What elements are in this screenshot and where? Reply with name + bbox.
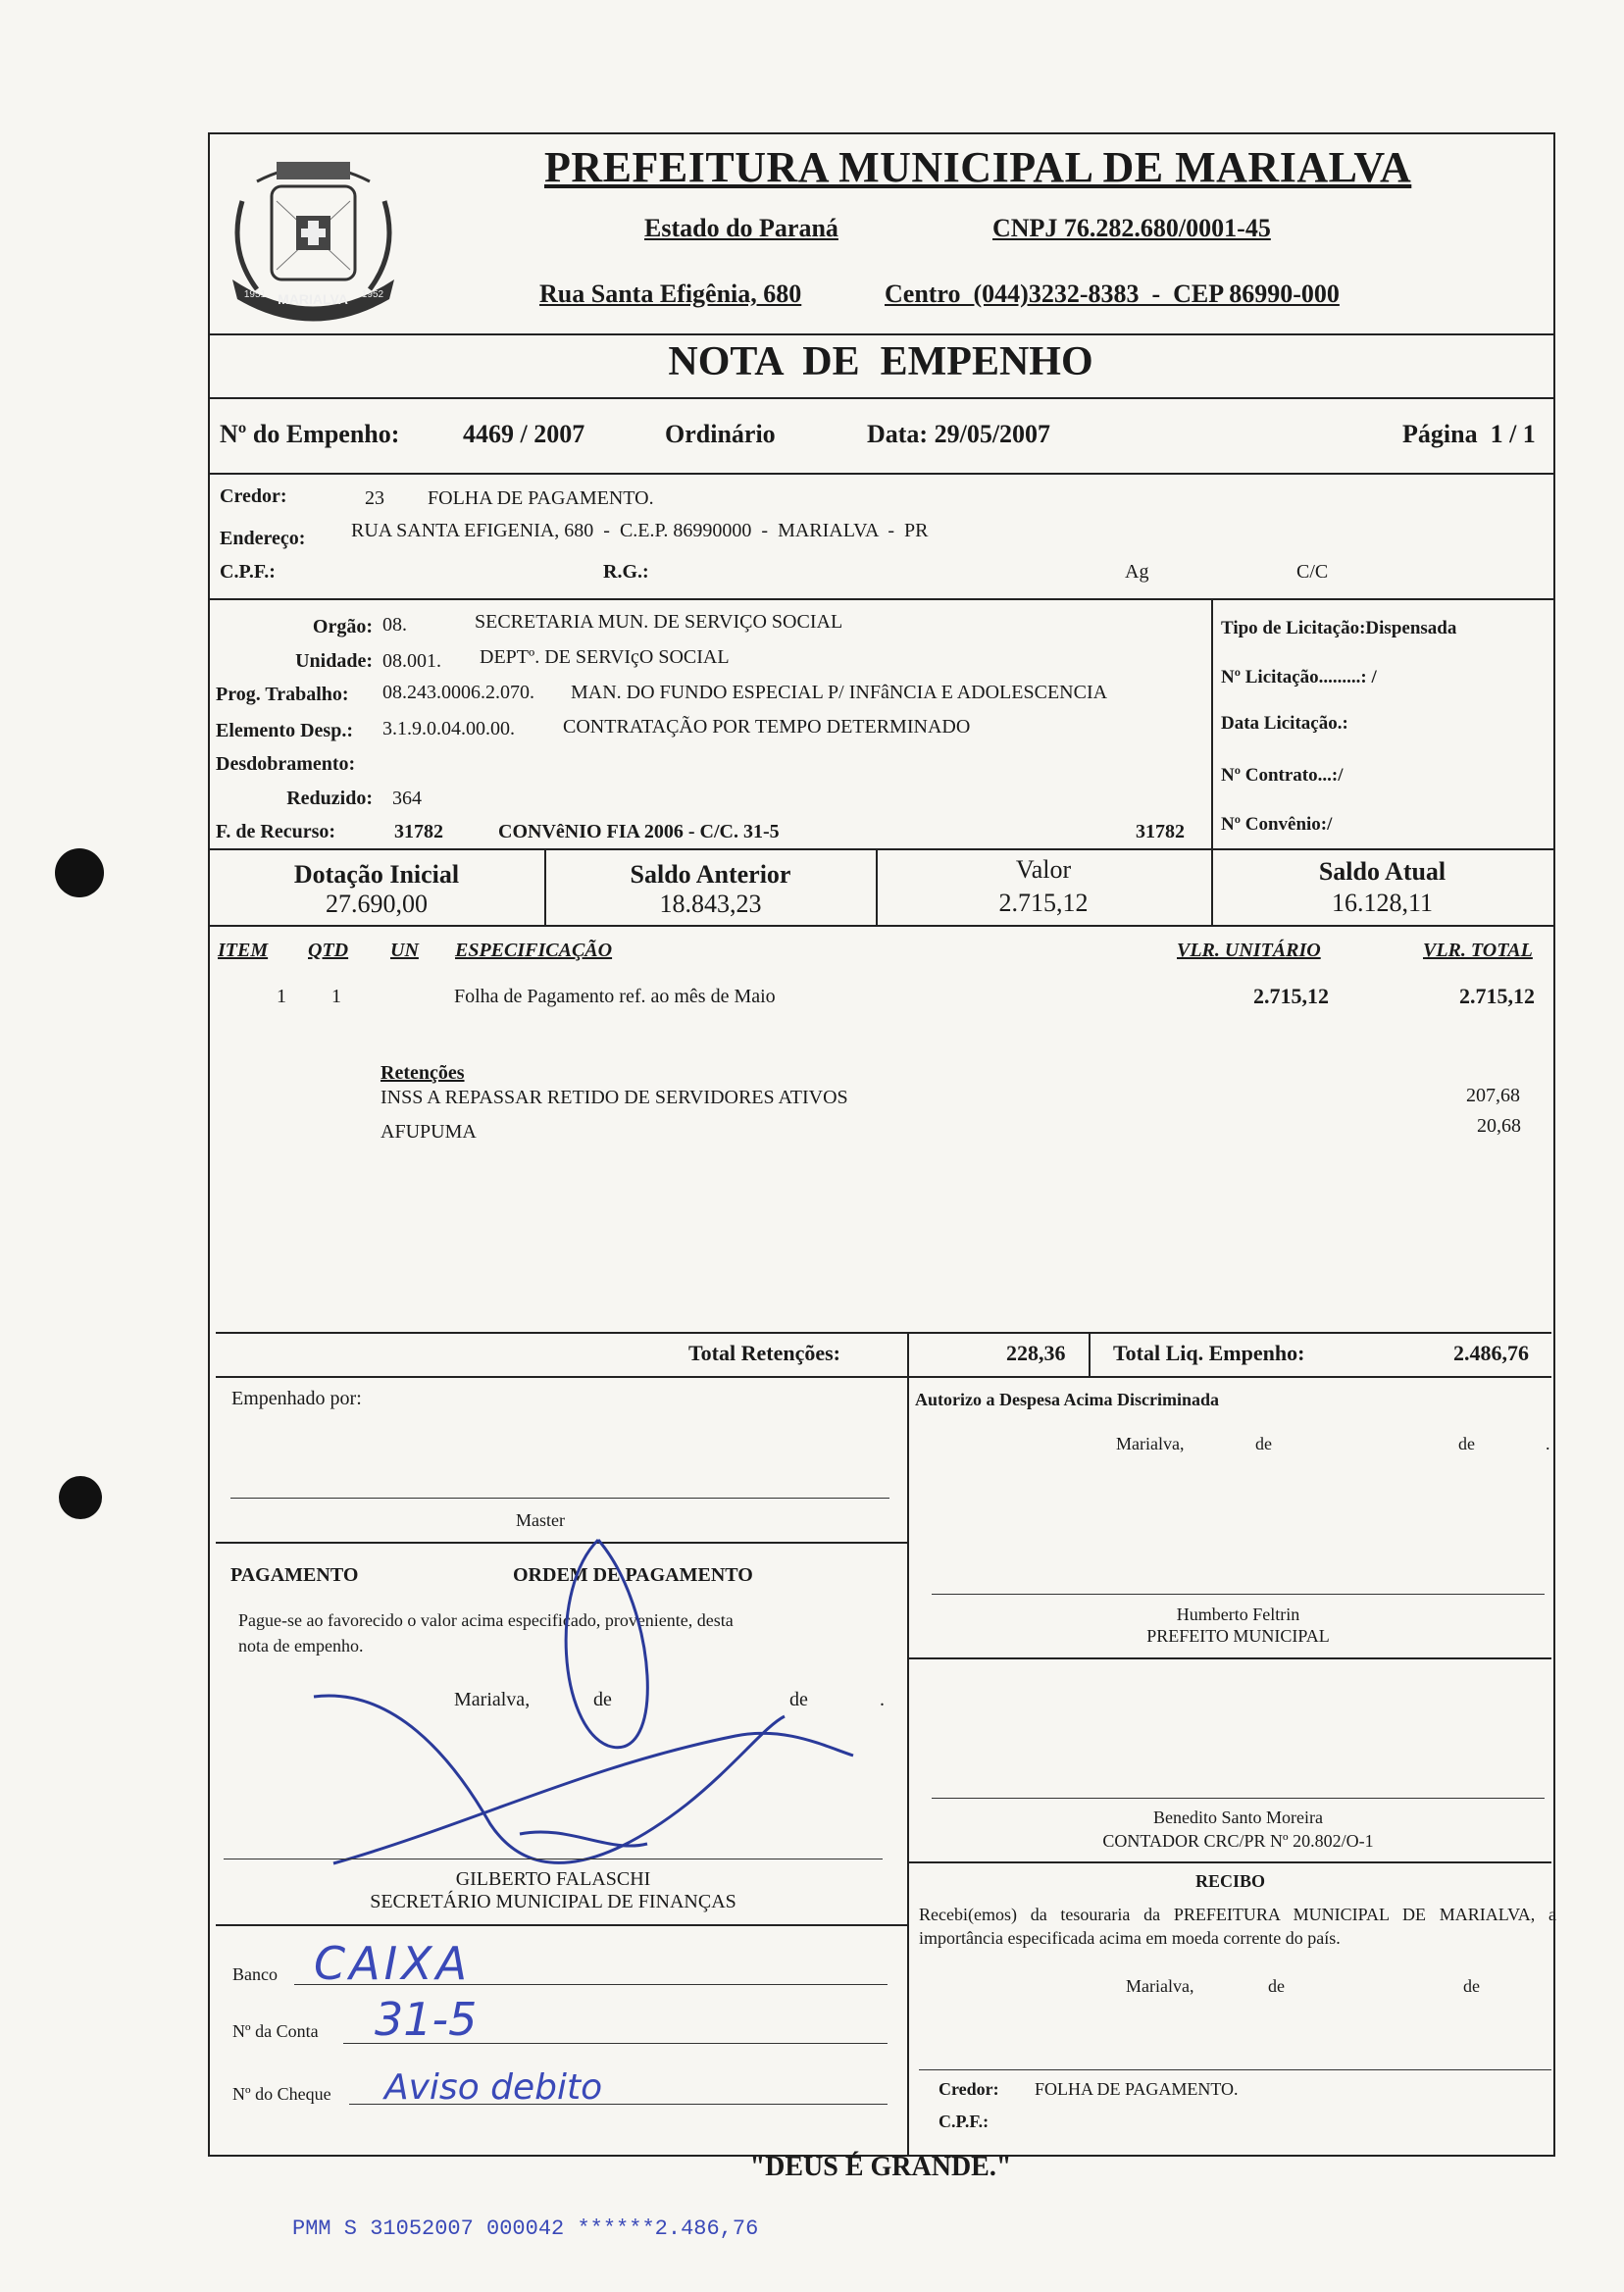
crest-name: MARIALVA bbox=[278, 291, 348, 307]
orgao-code: 08. bbox=[382, 614, 407, 636]
unidade-label: Unidade: bbox=[295, 650, 373, 672]
prefeito-name: Humberto Feltrin bbox=[1176, 1604, 1300, 1624]
divider bbox=[216, 1376, 1551, 1378]
address: Rua Santa Efigênia, 680 bbox=[539, 280, 802, 308]
page-number: Página 1 / 1 bbox=[1402, 420, 1536, 448]
punch-hole bbox=[59, 1476, 102, 1519]
cheque-value: Aviso debito bbox=[384, 2067, 603, 2108]
col-qtd: QTD bbox=[308, 940, 349, 961]
pague-text: Pague-se ao favorecido o valor acima especificado, proveniente, desta bbox=[238, 1610, 734, 1630]
ordem-de-1: de bbox=[593, 1689, 612, 1710]
ordem-de-2: de bbox=[789, 1689, 808, 1710]
banco-label: Banco bbox=[232, 1964, 278, 1984]
divider bbox=[208, 397, 1553, 399]
valor-label: Valor bbox=[1015, 855, 1072, 884]
table-row-qtd: 1 bbox=[331, 986, 341, 1007]
retencao-value: 207,68 bbox=[1466, 1085, 1520, 1106]
saldo-anterior-value: 18.843,23 bbox=[659, 890, 762, 918]
pague-text-2: nota de empenho. bbox=[238, 1636, 364, 1655]
doc-title: NOTA DE EMPENHO bbox=[668, 339, 1093, 384]
payment-stamp: PMM S 31052007 000042 ******2.486,76 bbox=[292, 2216, 759, 2241]
pagamento-label: PAGAMENTO bbox=[230, 1564, 359, 1586]
ordem-period: . bbox=[880, 1689, 885, 1710]
page-title: PREFEITURA MUNICIPAL DE MARIALVA bbox=[544, 143, 1412, 191]
unidade-code: 08.001. bbox=[382, 650, 441, 672]
signature-line bbox=[230, 1498, 889, 1499]
crest-year-right: 1952 bbox=[361, 289, 384, 300]
divider bbox=[907, 1657, 1551, 1659]
empenho-type: Ordinário bbox=[665, 420, 776, 448]
cheque-line bbox=[349, 2104, 888, 2105]
divider bbox=[907, 1332, 909, 2156]
empenho-date: Data: 29/05/2007 bbox=[867, 420, 1051, 448]
signature-line bbox=[932, 1594, 1545, 1595]
signature-scribble bbox=[275, 1530, 883, 1922]
autorizo-period: . bbox=[1546, 1434, 1550, 1453]
retencao-desc: AFUPUMA bbox=[381, 1121, 477, 1143]
col-total: VLR. TOTAL bbox=[1423, 940, 1533, 961]
col-un: UN bbox=[390, 940, 419, 961]
table-row-unit: 2.715,12 bbox=[1253, 984, 1329, 1008]
credor-name: FOLHA DE PAGAMENTO. bbox=[428, 487, 654, 509]
retencoes-title: Retenções bbox=[381, 1062, 465, 1084]
recurso-value-2: 31782 bbox=[1136, 821, 1185, 842]
prog-code: 08.243.0006.2.070. bbox=[382, 682, 534, 703]
credor-code: 23 bbox=[365, 487, 384, 509]
recibo-de-1: de bbox=[1268, 1976, 1285, 1996]
banco-line bbox=[294, 1984, 888, 1985]
recurso-label: F. de Recurso: bbox=[216, 821, 336, 842]
recibo-credor-label: Credor: bbox=[939, 2079, 999, 2099]
recibo-city: Marialva, bbox=[1126, 1976, 1194, 1996]
divider bbox=[216, 1332, 1551, 1334]
secretario-name: GILBERTO FALASCHI bbox=[455, 1868, 651, 1890]
saldo-atual-value: 16.128,11 bbox=[1331, 889, 1434, 917]
autorizo-city: Marialva, bbox=[1116, 1434, 1185, 1453]
contador-name: Benedito Santo Moreira bbox=[1153, 1808, 1323, 1827]
prog-name: MAN. DO FUNDO ESPECIAL P/ INFâNCIA E ADOLESCENCIA bbox=[571, 682, 1108, 703]
reduzido-label: Reduzido: bbox=[286, 788, 373, 809]
cheque-label: Nº do Cheque bbox=[232, 2084, 331, 2104]
divider bbox=[1211, 598, 1213, 848]
elemento-code: 3.1.9.0.04.00.00. bbox=[382, 718, 515, 739]
numero-contrato: Nº Contrato...:/ bbox=[1221, 765, 1344, 786]
recibo-title: RECIBO bbox=[1194, 1871, 1265, 1891]
col-spec: ESPECIFICAÇÃO bbox=[455, 940, 613, 961]
table-row-item: 1 bbox=[277, 986, 286, 1007]
retencao-desc: INSS A REPASSAR RETIDO DE SERVIDORES ATIVOS bbox=[381, 1087, 848, 1108]
empenhado-label: Empenhado por: bbox=[231, 1388, 362, 1409]
orgao-name: SECRETARIA MUN. DE SERVIÇO SOCIAL bbox=[475, 611, 843, 633]
unidade-name: DEPTº. DE SERVIçO SOCIAL bbox=[480, 646, 730, 668]
col-unit: VLR. UNITÁRIO bbox=[1177, 940, 1321, 961]
orgao-label: Orgão: bbox=[312, 616, 373, 637]
address-label: Endereço: bbox=[220, 528, 306, 549]
saldo-atual-label: Saldo Atual bbox=[1318, 857, 1446, 886]
recurso-value: 31782 bbox=[394, 821, 443, 842]
motto: "DEUS É GRANDE." bbox=[749, 2152, 1012, 2182]
autorizo-de-2: de bbox=[1458, 1434, 1475, 1453]
contador-role: CONTADOR CRC/PR Nº 20.802/O-1 bbox=[1102, 1831, 1374, 1851]
retencao-value: 20,68 bbox=[1477, 1115, 1521, 1137]
secretario-role: SECRETÁRIO MUNICIPAL DE FINANÇAS bbox=[370, 1891, 736, 1912]
ordem-city: Marialva, bbox=[454, 1689, 531, 1710]
table-row-spec: Folha de Pagamento ref. ao mês de Maio bbox=[454, 986, 776, 1007]
cpf-label: C.P.F.: bbox=[220, 561, 276, 583]
recibo-credor-value: FOLHA DE PAGAMENTO. bbox=[1035, 2079, 1239, 2099]
state-name: Estado do Paraná bbox=[644, 214, 838, 242]
banco-value: CAIXA bbox=[314, 1937, 472, 1990]
autorizo-label: Autorizo a Despesa Acima Discriminada bbox=[915, 1390, 1219, 1409]
divider bbox=[208, 333, 1553, 335]
rg-label: R.G.: bbox=[603, 561, 649, 583]
divider bbox=[216, 1924, 907, 1926]
signature-line bbox=[919, 2069, 1551, 2070]
dotacao-label: Dotação Inicial bbox=[293, 860, 460, 889]
credor-address: RUA SANTA EFIGENIA, 680 - C.E.P. 86990000 - MARIALVA - PR bbox=[351, 520, 929, 541]
total-liquido-value: 2.486,76 bbox=[1453, 1341, 1529, 1365]
elemento-label: Elemento Desp.: bbox=[216, 720, 353, 741]
col-item: ITEM bbox=[218, 940, 269, 961]
divider bbox=[208, 473, 1553, 475]
prefeito-role: PREFEITO MUNICIPAL bbox=[1146, 1626, 1330, 1646]
punch-hole bbox=[55, 848, 104, 897]
credor-label: Credor: bbox=[220, 485, 287, 507]
ag-label: Ag bbox=[1125, 561, 1149, 583]
conta-value: 31-5 bbox=[375, 1993, 478, 2046]
conta-label: Nº da Conta bbox=[232, 2021, 319, 2041]
cc-label: C/C bbox=[1296, 561, 1329, 583]
cnpj: CNPJ 76.282.680/0001-45 bbox=[992, 214, 1271, 242]
prog-label: Prog. Trabalho: bbox=[216, 684, 349, 705]
recibo-de-2: de bbox=[1463, 1976, 1480, 1996]
divider bbox=[208, 925, 1553, 927]
dotacao-value: 27.690,00 bbox=[326, 890, 428, 918]
data-licitacao: Data Licitação.: bbox=[1221, 713, 1348, 734]
master-label: Master bbox=[516, 1510, 565, 1530]
numero-convenio: Nº Convênio:/ bbox=[1221, 814, 1333, 835]
total-retencoes-label: Total Retenções: bbox=[688, 1341, 840, 1365]
valor-value: 2.715,12 bbox=[998, 889, 1089, 917]
empenho-number: 4469 / 2007 bbox=[463, 420, 585, 448]
saldo-anterior-label: Saldo Anterior bbox=[630, 860, 791, 889]
conta-line bbox=[343, 2043, 888, 2044]
divider bbox=[208, 598, 1553, 600]
tipo-licitacao: Tipo de Licitação:Dispensada bbox=[1221, 618, 1457, 638]
reduzido-value: 364 bbox=[392, 788, 422, 809]
autorizo-de-1: de bbox=[1255, 1434, 1272, 1453]
elemento-name: CONTRATAÇÃO POR TEMPO DETERMINADO bbox=[563, 716, 971, 738]
divider bbox=[1089, 1332, 1091, 1376]
district-phone-cep: Centro (044)3232-8383 - CEP 86990-000 bbox=[885, 280, 1340, 308]
desdobramento-label: Desdobramento: bbox=[216, 753, 356, 775]
divider bbox=[907, 1861, 1551, 1863]
divider bbox=[208, 848, 1553, 850]
crest-year-left: 1951 bbox=[243, 289, 267, 300]
recibo-text: Recebi(emos) da tesouraria da PREFEITURA MUNICIPAL DE MARIALVA, a importância especificada acima em moeda corrente do país. bbox=[919, 1905, 1556, 1948]
municipal-crest bbox=[218, 142, 409, 324]
ordem-pagamento-label: ORDEM DE PAGAMENTO bbox=[513, 1564, 753, 1586]
recibo-cpf-label: C.P.F.: bbox=[939, 2112, 990, 2131]
empenho-number-label: Nº do Empenho: bbox=[220, 420, 400, 448]
total-liquido-label: Total Liq. Empenho: bbox=[1113, 1341, 1305, 1365]
signature-line bbox=[932, 1798, 1545, 1799]
recurso-desc: CONVêNIO FIA 2006 - C/C. 31-5 bbox=[498, 821, 780, 842]
total-retencoes-value: 228,36 bbox=[1006, 1341, 1066, 1365]
numero-licitacao: Nº Licitação.........: / bbox=[1221, 667, 1377, 688]
table-row-total: 2.715,12 bbox=[1459, 984, 1535, 1008]
